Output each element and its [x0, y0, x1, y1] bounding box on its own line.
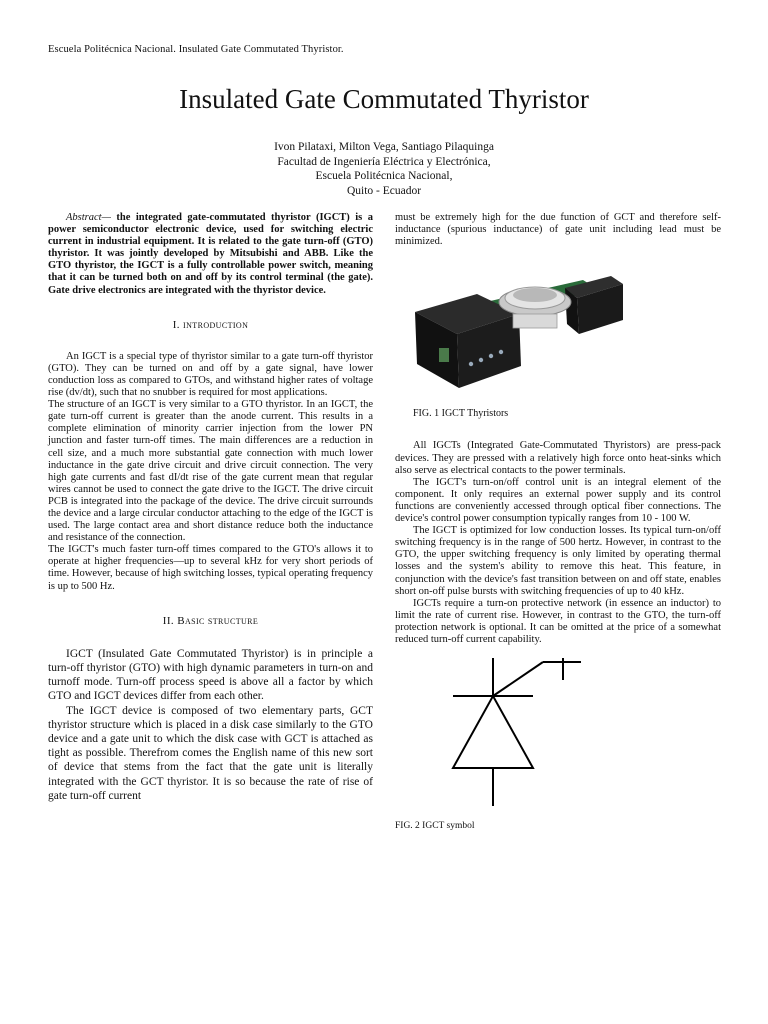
figure-2-caption: FIG. 2 IGCT symbol — [395, 821, 475, 832]
right-paragraph-2: The IGCT's turn-on/off control unit is an integral element of the component. It only requires an external power supply and its control functions are conveniently accessed through optical fiber connections. The device's control power consumption typically ranges from 10 - 100 W. — [395, 476, 721, 525]
paper-title: Insulated Gate Commutated Thyristor — [179, 84, 589, 114]
structure-paragraph-2: The IGCT device is composed of two elementary parts, GCT thyristor structure which is placed in a disk case similarly to the GTO device and a gate unit to which the disk case with GCT is attached as tight as possible. Therefrom comes the English name of this new sort of device that stems from the fact that the gate unit is literally integrated with the GCT thyristor. It is so because the rate of rise of gate turn-off current — [48, 704, 373, 802]
right-paragraph-3: The IGCT is optimized for low conduction losses. Its typical turn-on/off switching frequency is in the range of 500 hertz. However, in contrast to the GTO, the upper switching frequency is only limited by operating thermal losses and the system's ability to remove this heat. This feature, in conjunction with the device's fast transition between on and off state, enables short on-off pulse bursts with switching frequencies of up to 40 kHz. — [395, 525, 721, 597]
running-head: Escuela Politécnica Nacional. Insulated Gate Commutated Thyristor. — [48, 44, 344, 55]
igct-symbol-diagram — [433, 658, 583, 808]
right-column — [395, 212, 721, 832]
author-school: Escuela Politécnica Nacional, — [315, 170, 453, 182]
right-paragraph-4: IGCTs require a turn-on protective network (in essence an inductor) to limit the rate of current rise. However, in contrast to the GTO, the turn-off protection network is optional. It can be omitted at the price of a somewhat reduced turn-off current capability. — [395, 597, 721, 645]
author-block — [0, 140, 768, 198]
author-city: Quito - Ecuador — [346, 184, 422, 197]
figure-1-caption: FIG. 1 IGCT Thyristors — [413, 408, 509, 420]
left-column — [48, 212, 373, 803]
igct-thyristor-photo — [415, 264, 625, 392]
author-faculty: Facultad de Ingeniería Eléctrica y Electrónica, — [277, 155, 491, 168]
abstract — [48, 212, 373, 297]
abstract-lead: Abstract— — [66, 212, 111, 223]
author-names: Ivon Pilataxi, Milton Vega, Santiago Pilaquinga — [274, 141, 494, 153]
intro-paragraph-1: An IGCT is a special type of thyristor similar to a gate turn-off thyristor (GTO). They can be turned on and off by a gate signal, have lower conduction loss as compared to GTOs, and withstand higher rates of voltage rise (dv/dt), such that no snubber is required for most applications. — [48, 350, 373, 399]
intro-paragraph-2: The structure of an IGCT is very similar to a GTO thyristor. In an IGCT, the gate turn-off current is greater than the anode current. This results in a complete elimination of minority carrier injection from the lower PN junction and faster turn-off times. The main differences are a reduction in cell size, and a much more substantial gate connection with much lower inductance in the gate drive circuit and drive circuit connection. The very high gate currents and fast dI/dt rise of the gate current mean that regular wires cannot be used to connect the gate drive to the IGCT. The drive circuit PCB is integrated into the package of the device. The drive circuit surrounds the device and a large circular conductor attaching to the edge of the IGCT is used. The large contact area and short distance reduce both the inductance and resistance of the connection. — [48, 399, 373, 544]
right-paragraph-1: All IGCTs (Integrated Gate-Commutated Thyristors) are press-pack devices. They are pressed with a relatively high force onto heat-sinks which also serve as electrical contacts to the power terminals. — [395, 440, 721, 476]
section-heading-structure: II. Basic structure — [162, 614, 259, 627]
structure-continuation: must be extremely high for the due function of GCT and therefore self-inductance (spurious inductance) of gate unit including lead must be minimized. — [395, 212, 721, 248]
intro-paragraph-3: The IGCT's much faster turn-off times compared to the GTO's allows it to operate at higher frequencies—up to several kHz for very short periods of time. However, because of high switching losses, typical operating frequency is up to 500 Hz. — [48, 544, 373, 592]
section-heading-introduction: I. introduction — [172, 318, 249, 331]
structure-paragraph-1: IGCT (Insulated Gate Commutated Thyristor) is in principle a turn-off thyristor (GTO) with high dynamic parameters in turn-on and turnoff mode. Turn-off process speed is above all a factor by which GTO and IGCT devices differ from each other. — [48, 647, 373, 703]
abstract-text: the integrated gate-commutated thyristor (IGCT) is a power semiconductor electronic device, used for switching electric current in industrial equipment. It is related to the gate turn-off (GTO) thyristor. It was jointly developed by Mitsubishi and ABB. Like the GTO thyristor, the IGCT is a fully controllable power switch, meaning that it can be turned both on and off by its control terminal (the gate). Gate drive electronics are integrated with the thyristor device. — [48, 212, 373, 296]
